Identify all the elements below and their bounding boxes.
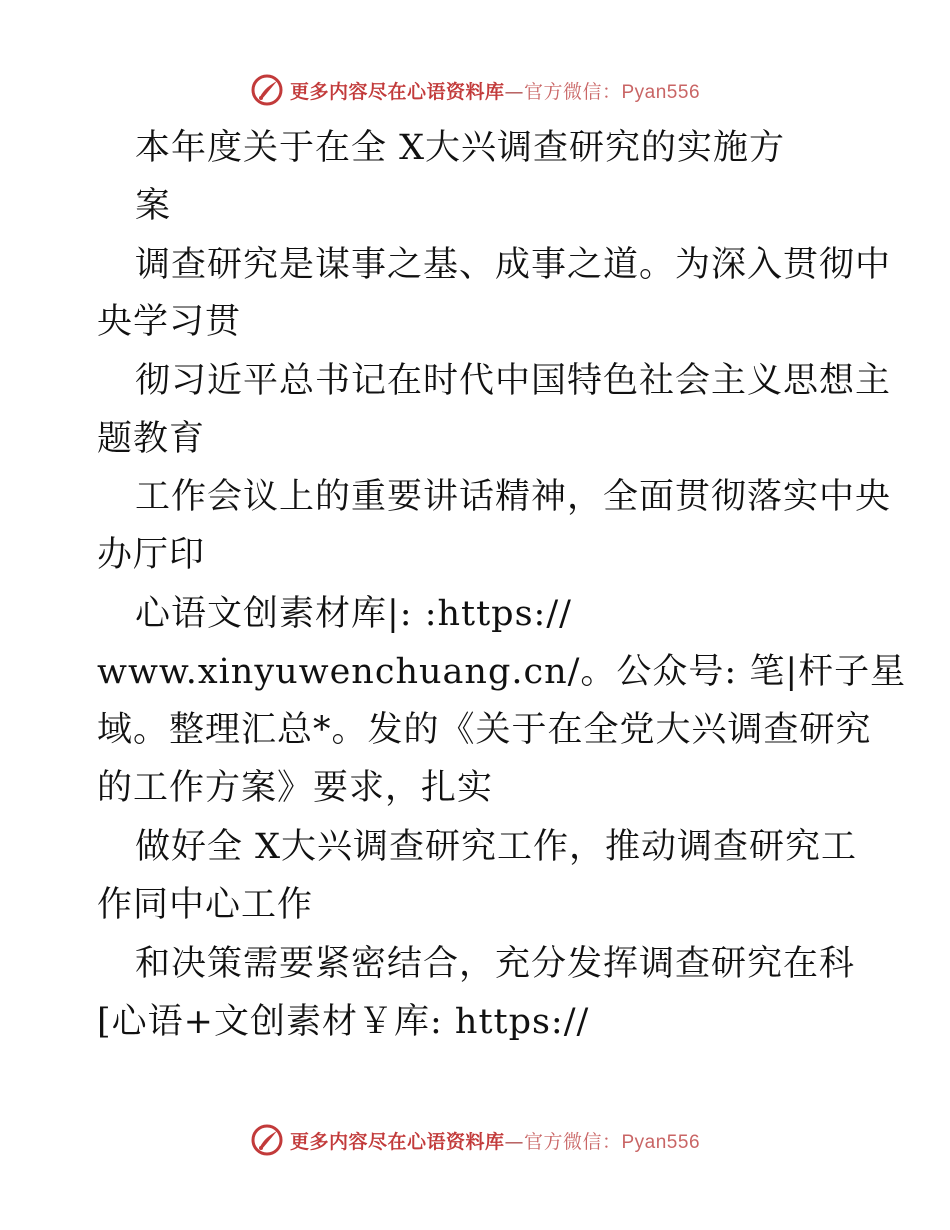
paragraph-line: 调查研究是谋事之基、成事之道。为深入贯彻中 bbox=[135, 245, 892, 285]
watermark-id: Pyan556 bbox=[621, 81, 701, 103]
paragraph-line: [心语+文创素材￥库: https:// bbox=[97, 1002, 590, 1042]
watermark-main: 更多内容尽在心语资料库 bbox=[289, 80, 505, 103]
paragraph-line: 做好全 X大兴调查研究工作，推动调查研究工 bbox=[135, 827, 858, 867]
watermark-dash: — bbox=[504, 1130, 524, 1153]
paragraph-line: 作同中心工作 bbox=[97, 885, 314, 925]
watermark-dash: — bbox=[504, 80, 524, 103]
paragraph-line: 心语文创素材库|: :https:// bbox=[135, 594, 572, 634]
paragraph-line: 彻习近平总书记在时代中国特色社会主义思想主 bbox=[135, 361, 892, 401]
paragraph-line: 和决策需要紧密结合，充分发挥调查研究在科 bbox=[135, 944, 856, 984]
brush-logo-icon bbox=[250, 73, 284, 107]
paragraph-line: 域。整理汇总*。发的《关于在全党大兴调查研究 bbox=[97, 710, 872, 750]
paragraph-line: www.xinyuwenchuang.cn/。公众号: 笔|杆子星 bbox=[97, 652, 907, 692]
paragraph-line: 题教育 bbox=[97, 419, 206, 459]
footer-watermark bbox=[0, 1120, 950, 1160]
paragraph-line: 办厅印 bbox=[97, 535, 206, 575]
watermark-text bbox=[290, 1127, 700, 1154]
paragraph-line: 工作会议上的重要讲话精神，全面贯彻落实中央 bbox=[135, 477, 892, 517]
watermark-main: 更多内容尽在心语资料库 bbox=[289, 1130, 505, 1153]
header-watermark bbox=[0, 70, 950, 110]
paragraph-line: 的工作方案》要求，扎实 bbox=[97, 768, 494, 808]
watermark-text bbox=[290, 77, 700, 104]
brush-logo-icon bbox=[250, 1123, 284, 1157]
document-title-line-2: 案 bbox=[135, 186, 172, 226]
document-title-line-1: 本年度关于在全 X大兴调查研究的实施方 bbox=[135, 128, 786, 168]
watermark-id: Pyan556 bbox=[621, 1131, 701, 1153]
watermark-sub: 官方微信： bbox=[523, 1130, 622, 1153]
paragraph-line: 央学习贯 bbox=[97, 302, 242, 342]
watermark-sub: 官方微信： bbox=[523, 80, 622, 103]
